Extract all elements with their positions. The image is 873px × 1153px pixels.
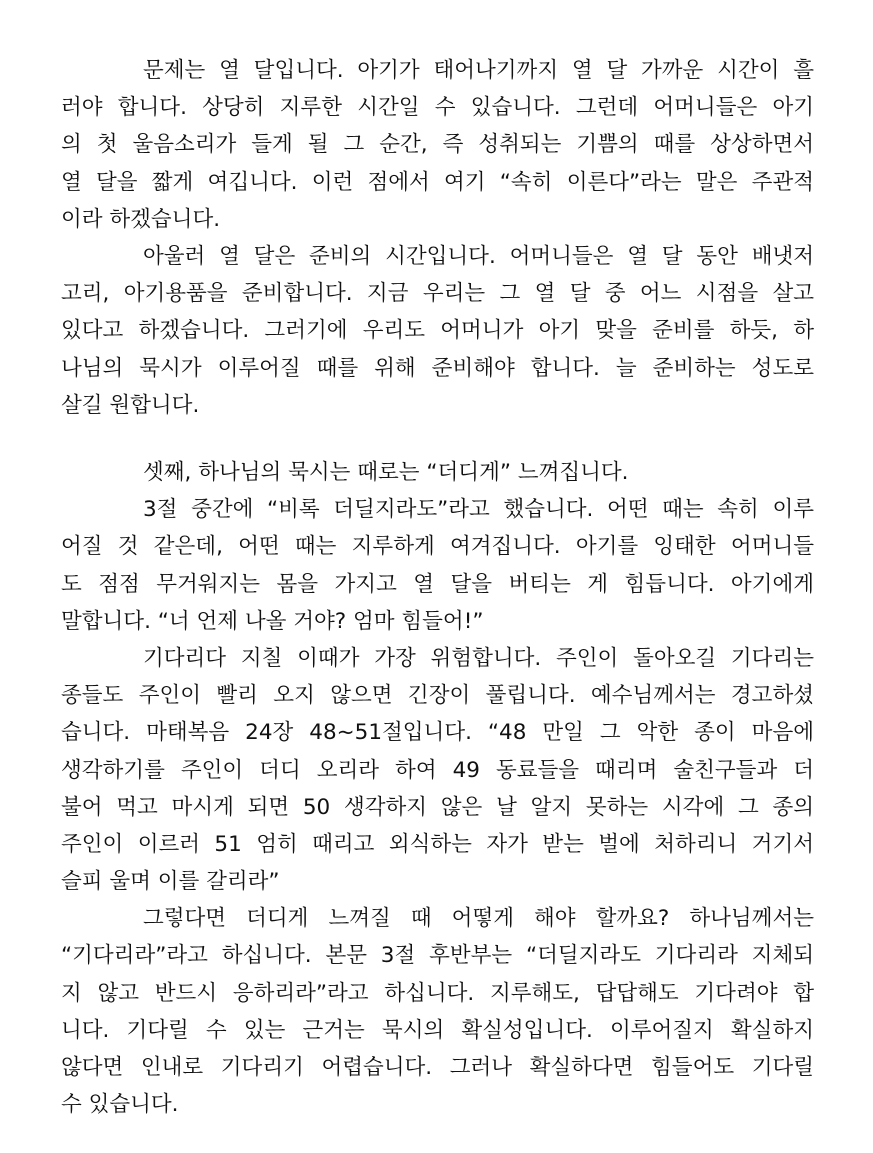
text-line: 생각하기를 주인이 더디 오리라 하여 49 동료들을 때리며 술친구들과 더	[61, 757, 814, 783]
text-line: 3절 중간에 “비록 더딜지라도”라고 했습니다. 어떤 때는 속히 이루	[143, 497, 814, 523]
text-line: 기다리다 지칠 이때가 가장 위험합니다. 주인이 돌아오길 기다리는	[143, 645, 814, 671]
text-line: 니다. 기다릴 수 있는 근거는 묵시의 확실성입니다. 이루어질지 확실하지	[61, 1017, 814, 1043]
paragraph	[61, 900, 814, 1123]
text-line: 지 않고 반드시 응하리라”라고 하십니다. 지루해도, 답답해도 기다려야 합	[61, 980, 814, 1006]
text-line: 습니다. 마태복음 24장 48~51절입니다. “48 만일 그 악한 종이 마음에	[61, 720, 814, 746]
text-line: 도 점점 무거워지는 몸을 가지고 열 달을 버티는 게 힘듭니다. 아기에게	[61, 571, 814, 597]
text-line: 아울러 열 달은 준비의 시간입니다. 어머니들은 열 달 동안 배냇저	[143, 243, 814, 269]
text-line: 나님의 묵시가 이루어질 때를 위해 준비해야 합니다. 늘 준비하는 성도로	[61, 355, 814, 381]
heading-line: 셋째, 하나님의 묵시는 때로는 “더디게” 느껴집니다.	[143, 460, 629, 485]
text-section-1	[61, 52, 814, 424]
text-line: 고리, 아기용품을 준비합니다. 지금 우리는 그 열 달 중 어느 시점을 살고	[61, 281, 814, 307]
text-line: 열 달을 짧게 여깁니다. 이런 점에서 여기 “속히 이른다”라는 말은 주관적	[61, 169, 814, 195]
text-line: 있다고 하겠습니다. 그러기에 우리도 어머니가 아기 맞을 준비를 하듯, 하	[61, 318, 814, 344]
text-line: 그렇다면 더디게 느껴질 때 어떻게 해야 할까요? 하나님께서는	[143, 906, 814, 932]
text-line: 슬피 울며 이를 갈리라”	[61, 869, 280, 895]
paragraph	[61, 52, 814, 238]
text-line: 종들도 주인이 빨리 오지 않으면 긴장이 풀립니다. 예수님께서는 경고하셨	[61, 683, 814, 709]
text-line: 수 있습니다.	[61, 1092, 179, 1118]
paragraph	[61, 238, 814, 424]
paragraph	[61, 640, 814, 900]
text-line: 문제는 열 달입니다. 아기가 태어나기까지 열 달 가까운 시간이 흘	[143, 58, 814, 83]
text-line: 불어 먹고 마시게 되면 50 생각하지 않은 날 알지 못하는 시각에 그 종의	[61, 794, 814, 820]
text-line: 말합니다. “너 언제 나올 거야? 엄마 힘들어!”	[61, 608, 484, 634]
text-line: 살길 원합니다.	[61, 392, 200, 418]
text-line: 이라 하겠습니다.	[61, 206, 221, 232]
text-line: 의 첫 울음소리가 들게 될 그 순간, 즉 성취되는 기쁨의 때를 상상하면서	[61, 132, 814, 158]
text-line: 러야 합니다. 상당히 지루한 시간일 수 있습니다. 그런데 어머니들은 아기	[61, 95, 814, 121]
text-line: 어질 것 같은데, 어떤 때는 지루하게 여겨집니다. 아기를 잉태한 어머니들	[61, 534, 814, 560]
paragraph	[61, 491, 814, 640]
text-section-2	[61, 454, 814, 1123]
text-line: 주인이 이르러 51 엄히 때리고 외식하는 자가 받는 벌에 처하리니 거기서	[61, 831, 814, 857]
text-line: 않다면 인내로 기다리기 어렵습니다. 그러나 확실하다면 힘들어도 기다릴	[61, 1055, 814, 1080]
text-line: “기다리라”라고 하십니다. 본문 3절 후반부는 “더딜지라도 기다리라 지체되	[61, 943, 814, 969]
section-heading	[61, 454, 814, 491]
